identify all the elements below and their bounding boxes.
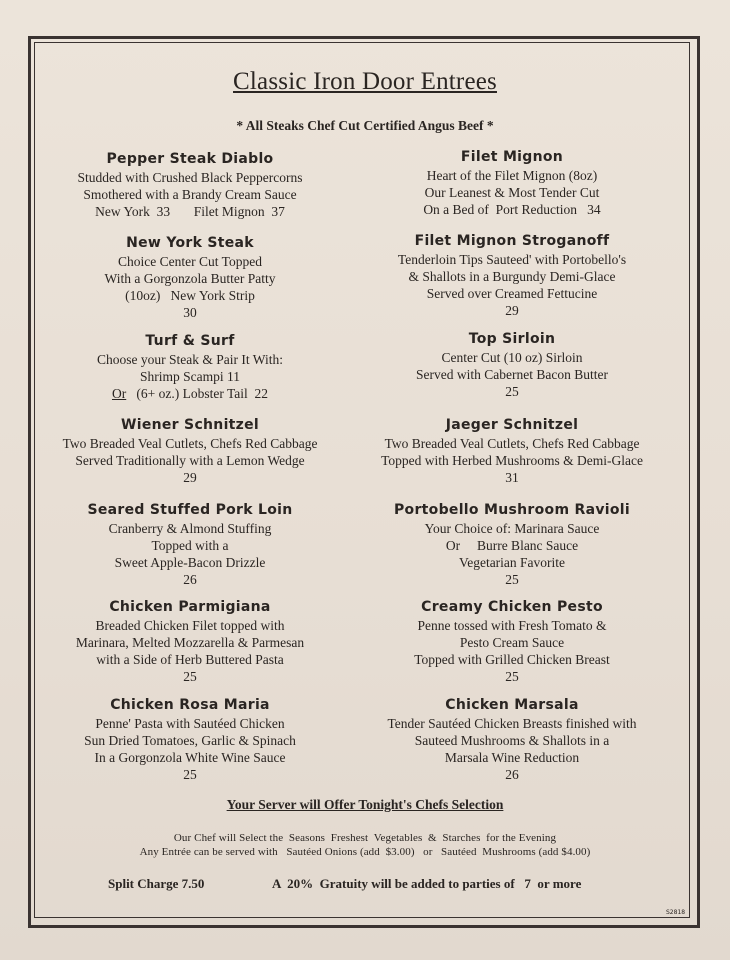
item-name: New York Steak	[126, 235, 254, 251]
item-desc: & Shallots in a Burgundy Demi-Glace	[408, 269, 616, 284]
item-desc	[30, 385, 350, 402]
item-desc: Vegetarian Favorite	[458, 555, 566, 570]
item-desc: Studded with Crushed Black Peppercorns	[77, 170, 303, 185]
item-desc: with a Side of Herb Buttered Pasta	[96, 652, 284, 667]
menu-title: Classic Iron Door Entrees	[233, 68, 497, 95]
item-desc: Served Traditionally with a Lemon Wedge	[75, 453, 305, 468]
split-charge: Split Charge 7.50	[108, 876, 205, 891]
item-desc: Served with Cabernet Bacon Butter	[416, 367, 608, 382]
item-price: 25	[183, 767, 197, 782]
item-name: Chicken Rosa Maria	[110, 697, 270, 713]
item-desc: Tender Sautéed Chicken Breasts finished with	[387, 716, 637, 731]
gratuity-note: A 20% Gratuity will be added to parties of 7 or more	[272, 876, 582, 891]
item-name: Filet Mignon Stroganoff	[414, 233, 610, 249]
item-name: Jaeger Schnitzel	[445, 417, 579, 433]
item-desc: Shrimp Scampi 11	[140, 369, 240, 384]
item-desc: Marsala Wine Reduction	[444, 750, 580, 765]
item-price: 29	[505, 303, 519, 318]
item-price: 30	[183, 305, 197, 320]
menu-subtitle: * All Steaks Chef Cut Certified Angus Beef *	[236, 118, 494, 133]
item-desc: Sun Dried Tomatoes, Garlic & Spinach	[84, 733, 296, 748]
menu-item-mushroom-ravioli	[352, 501, 672, 588]
item-price: 25	[505, 572, 519, 587]
item-price: 29	[183, 470, 197, 485]
server-selection-note: Your Server will Offer Tonight's Chefs Selection	[226, 797, 504, 812]
item-desc: Breaded Chicken Filet topped with	[95, 618, 285, 633]
item-price: 25	[505, 669, 519, 684]
item-desc: Topped with a	[151, 538, 229, 553]
vegetables-note: Our Chef will Select the Seasons Freshest Vegetables & Starches for the Evening	[173, 832, 557, 844]
menu-item-top-sirloin	[352, 330, 672, 400]
menu-item-chicken-parmigiana	[30, 598, 350, 685]
menu-item-jaeger-schnitzel	[352, 416, 672, 486]
item-desc: Topped with Grilled Chicken Breast	[414, 652, 610, 667]
lobster-option: (6+ oz.) Lobster Tail 22	[126, 386, 268, 401]
item-desc: Two Breaded Veal Cutlets, Chefs Red Cabbage	[62, 436, 318, 451]
item-price: 25	[505, 384, 519, 399]
item-name: Turf & Surf	[145, 333, 235, 349]
item-desc: Or Burre Blanc Sauce	[445, 538, 579, 553]
item-desc: (10oz) New York Strip	[125, 288, 255, 303]
item-price: On a Bed of Port Reduction 34	[423, 202, 601, 217]
item-price: New York 33 Filet Mignon 37	[95, 204, 285, 219]
item-desc: With a Gorgonzola Butter Patty	[104, 271, 276, 286]
item-price: 31	[505, 470, 519, 485]
item-desc: Sauteed Mushrooms & Shallots in a	[414, 733, 610, 748]
menu-item-chicken-pesto	[352, 598, 672, 685]
item-name: Top Sirloin	[468, 331, 556, 347]
item-name: Pepper Steak Diablo	[106, 151, 274, 167]
item-name: Wiener Schnitzel	[120, 417, 260, 433]
menu-item-new-york-steak	[30, 234, 350, 321]
item-name: Seared Stuffed Pork Loin	[87, 502, 293, 518]
item-price: 26	[505, 767, 519, 782]
item-name: Chicken Marsala	[445, 697, 579, 713]
item-desc: Choose your Steak & Pair It With:	[97, 352, 283, 367]
item-desc: Penne tossed with Fresh Tomato &	[417, 618, 607, 633]
menu-item-wiener-schnitzel	[30, 416, 350, 486]
item-desc: Center Cut (10 oz) Sirloin	[441, 350, 583, 365]
item-price: 26	[183, 572, 197, 587]
item-desc: Our Leanest & Most Tender Cut	[424, 185, 600, 200]
sides-note: Any Entrée can be served with Sautéed Onions (add $3.00) or Sautéed Mushrooms (add $4.00)	[139, 846, 591, 858]
item-desc: In a Gorgonzola White Wine Sauce	[94, 750, 286, 765]
item-desc: Tenderloin Tips Sauteed' with Portobello's	[397, 252, 627, 267]
item-desc: Heart of the Filet Mignon (8oz)	[426, 168, 598, 183]
menu-item-pork-loin	[30, 501, 350, 588]
item-desc: Marinara, Melted Mozzarella & Parmesan	[75, 635, 305, 650]
item-desc: Smothered with a Brandy Cream Sauce	[83, 187, 297, 202]
item-name: Filet Mignon	[460, 149, 564, 165]
item-name: Portobello Mushroom Ravioli	[394, 502, 630, 518]
item-name: Creamy Chicken Pesto	[421, 599, 603, 615]
menu-code: S2818	[666, 909, 686, 916]
item-desc: Your Choice of: Marinara Sauce	[424, 521, 600, 536]
item-desc: Topped with Herbed Mushrooms & Demi-Glace	[381, 453, 643, 468]
menu-item-pepper-steak	[30, 150, 350, 220]
item-name: Chicken Parmigiana	[109, 599, 271, 615]
item-desc: Choice Center Cut Topped	[118, 254, 262, 269]
item-desc: Penne' Pasta with Sautéed Chicken	[95, 716, 285, 731]
menu-item-chicken-marsala	[352, 696, 672, 783]
menu-item-turf-surf	[30, 332, 350, 402]
item-desc: Two Breaded Veal Cutlets, Chefs Red Cabbage	[384, 436, 640, 451]
item-desc: Sweet Apple-Bacon Drizzle	[114, 555, 266, 570]
menu-item-stroganoff	[352, 232, 672, 319]
menu-item-filet-mignon	[352, 148, 672, 218]
item-desc: Served over Creamed Fettucine	[426, 286, 598, 301]
item-price: 25	[183, 669, 197, 684]
item-desc: Cranberry & Almond Stuffing	[108, 521, 272, 536]
or-label: Or	[111, 386, 127, 401]
item-desc: Pesto Cream Sauce	[459, 635, 565, 650]
menu-item-chicken-rosa-maria	[30, 696, 350, 783]
